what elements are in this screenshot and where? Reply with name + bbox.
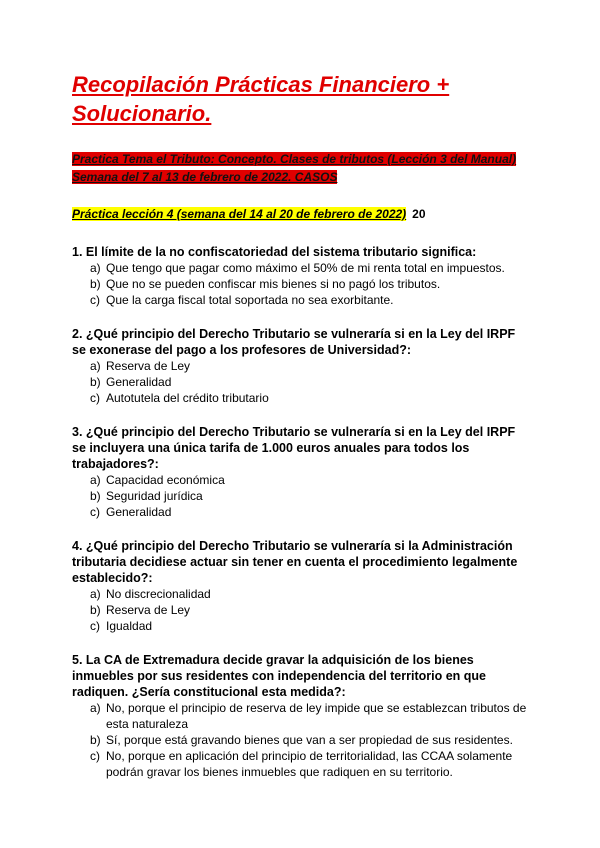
- option-letter: b): [90, 733, 101, 747]
- option-b: [72, 374, 532, 390]
- option-letter: b): [90, 489, 101, 503]
- option-text: Que la carga fiscal total soportada no sea exorbitante.: [106, 293, 394, 307]
- option-b: [72, 602, 532, 618]
- option-a: [72, 472, 532, 488]
- question-text: 4. ¿Qué principio del Derecho Tributario se vulneraría si la Administración tributaria decidiese actuar sin tener en cuenta el procedimiento legalmente establecido?:: [72, 539, 518, 585]
- question-4: [72, 538, 532, 634]
- option-text: No, porque el principio de reserva de ley impide que se establezcan tributos de esta naturaleza: [106, 701, 527, 731]
- option-letter: a): [90, 701, 101, 715]
- lesson3-heading: Practica Tema el Tributo: Concepto. Clases de tributos (Lección 3 del Manual) Semana del 7 al 13 de febrero de 2022. CASOS: [72, 152, 517, 184]
- lesson4-heading-block: [72, 206, 532, 222]
- option-letter: c): [90, 293, 100, 307]
- option-c: [72, 618, 532, 634]
- question-1: [72, 244, 532, 308]
- option-c: [72, 292, 532, 308]
- option-b: [72, 276, 532, 292]
- option-letter: a): [90, 359, 101, 373]
- option-list: [72, 260, 532, 308]
- question-text: 5. La CA de Extremadura decide gravar la adquisición de los bienes inmuebles por sus residentes con independencia del territorio en que radiquen. ¿Sería constitucional esta medida?:: [72, 653, 486, 699]
- option-a: [72, 586, 532, 602]
- question-2: [72, 326, 532, 406]
- option-text: Sí, porque está gravando bienes que van a ser propiedad de sus residentes.: [106, 733, 513, 747]
- option-c: [72, 390, 532, 406]
- option-a: [72, 260, 532, 276]
- lesson4-heading: Práctica lección 4 (semana del 14 al 20 de febrero de 2022): [72, 207, 407, 221]
- lesson3-heading-block: [72, 150, 519, 186]
- option-text: Autotutela del crédito tributario: [106, 391, 269, 405]
- option-letter: a): [90, 473, 101, 487]
- question-text: 2. ¿Qué principio del Derecho Tributario se vulneraría si en la Ley del IRPF se exonerase del pago a los profesores de Universidad?:: [72, 327, 516, 357]
- option-a: [72, 358, 532, 374]
- option-list: [72, 586, 532, 634]
- question-5: [72, 652, 532, 780]
- question-text: 3. ¿Qué principio del Derecho Tributario se vulneraría si en la Ley del IRPF se incluyera una única tarifa de 1.000 euros anuales para todos los trabajadores?:: [72, 425, 516, 471]
- option-letter: b): [90, 603, 101, 617]
- option-text: Igualdad: [106, 619, 153, 633]
- option-letter: a): [90, 261, 101, 275]
- option-letter: c): [90, 749, 100, 763]
- option-text: Seguridad jurídica: [106, 489, 203, 503]
- option-text: Reserva de Ley: [106, 603, 191, 617]
- option-c: [72, 748, 532, 780]
- option-letter: c): [90, 391, 100, 405]
- option-list: [72, 472, 532, 520]
- option-c: [72, 504, 532, 520]
- question-3: [72, 424, 532, 520]
- option-letter: b): [90, 277, 101, 291]
- option-b: [72, 732, 532, 748]
- option-letter: b): [90, 375, 101, 389]
- option-a: [72, 700, 532, 732]
- document-page: [72, 70, 532, 780]
- option-letter: c): [90, 619, 100, 633]
- option-b: [72, 488, 532, 504]
- question-text: 1. El límite de la no confiscatoriedad del sistema tributario significa:: [72, 245, 477, 259]
- option-letter: a): [90, 587, 101, 601]
- option-text: Que tengo que pagar como máximo el 50% de mi renta total en impuestos.: [106, 261, 505, 275]
- option-list: [72, 358, 532, 406]
- option-letter: c): [90, 505, 100, 519]
- option-text: No discrecionalidad: [106, 587, 211, 601]
- option-text: Generalidad: [106, 375, 172, 389]
- lesson4-count: 20: [412, 207, 426, 221]
- option-text: Reserva de Ley: [106, 359, 191, 373]
- option-text: No, porque en aplicación del principio de territorialidad, las CCAA solamente podrán gravar los bienes inmuebles que radiquen en su territorio.: [106, 749, 513, 779]
- document-title: Recopilación Prácticas Financiero + Solucionario.: [72, 72, 450, 126]
- option-text: Capacidad económica: [106, 473, 225, 487]
- option-text: Que no se pueden confiscar mis bienes si no pagó los tributos.: [106, 277, 441, 291]
- option-text: Generalidad: [106, 505, 172, 519]
- option-list: [72, 700, 532, 780]
